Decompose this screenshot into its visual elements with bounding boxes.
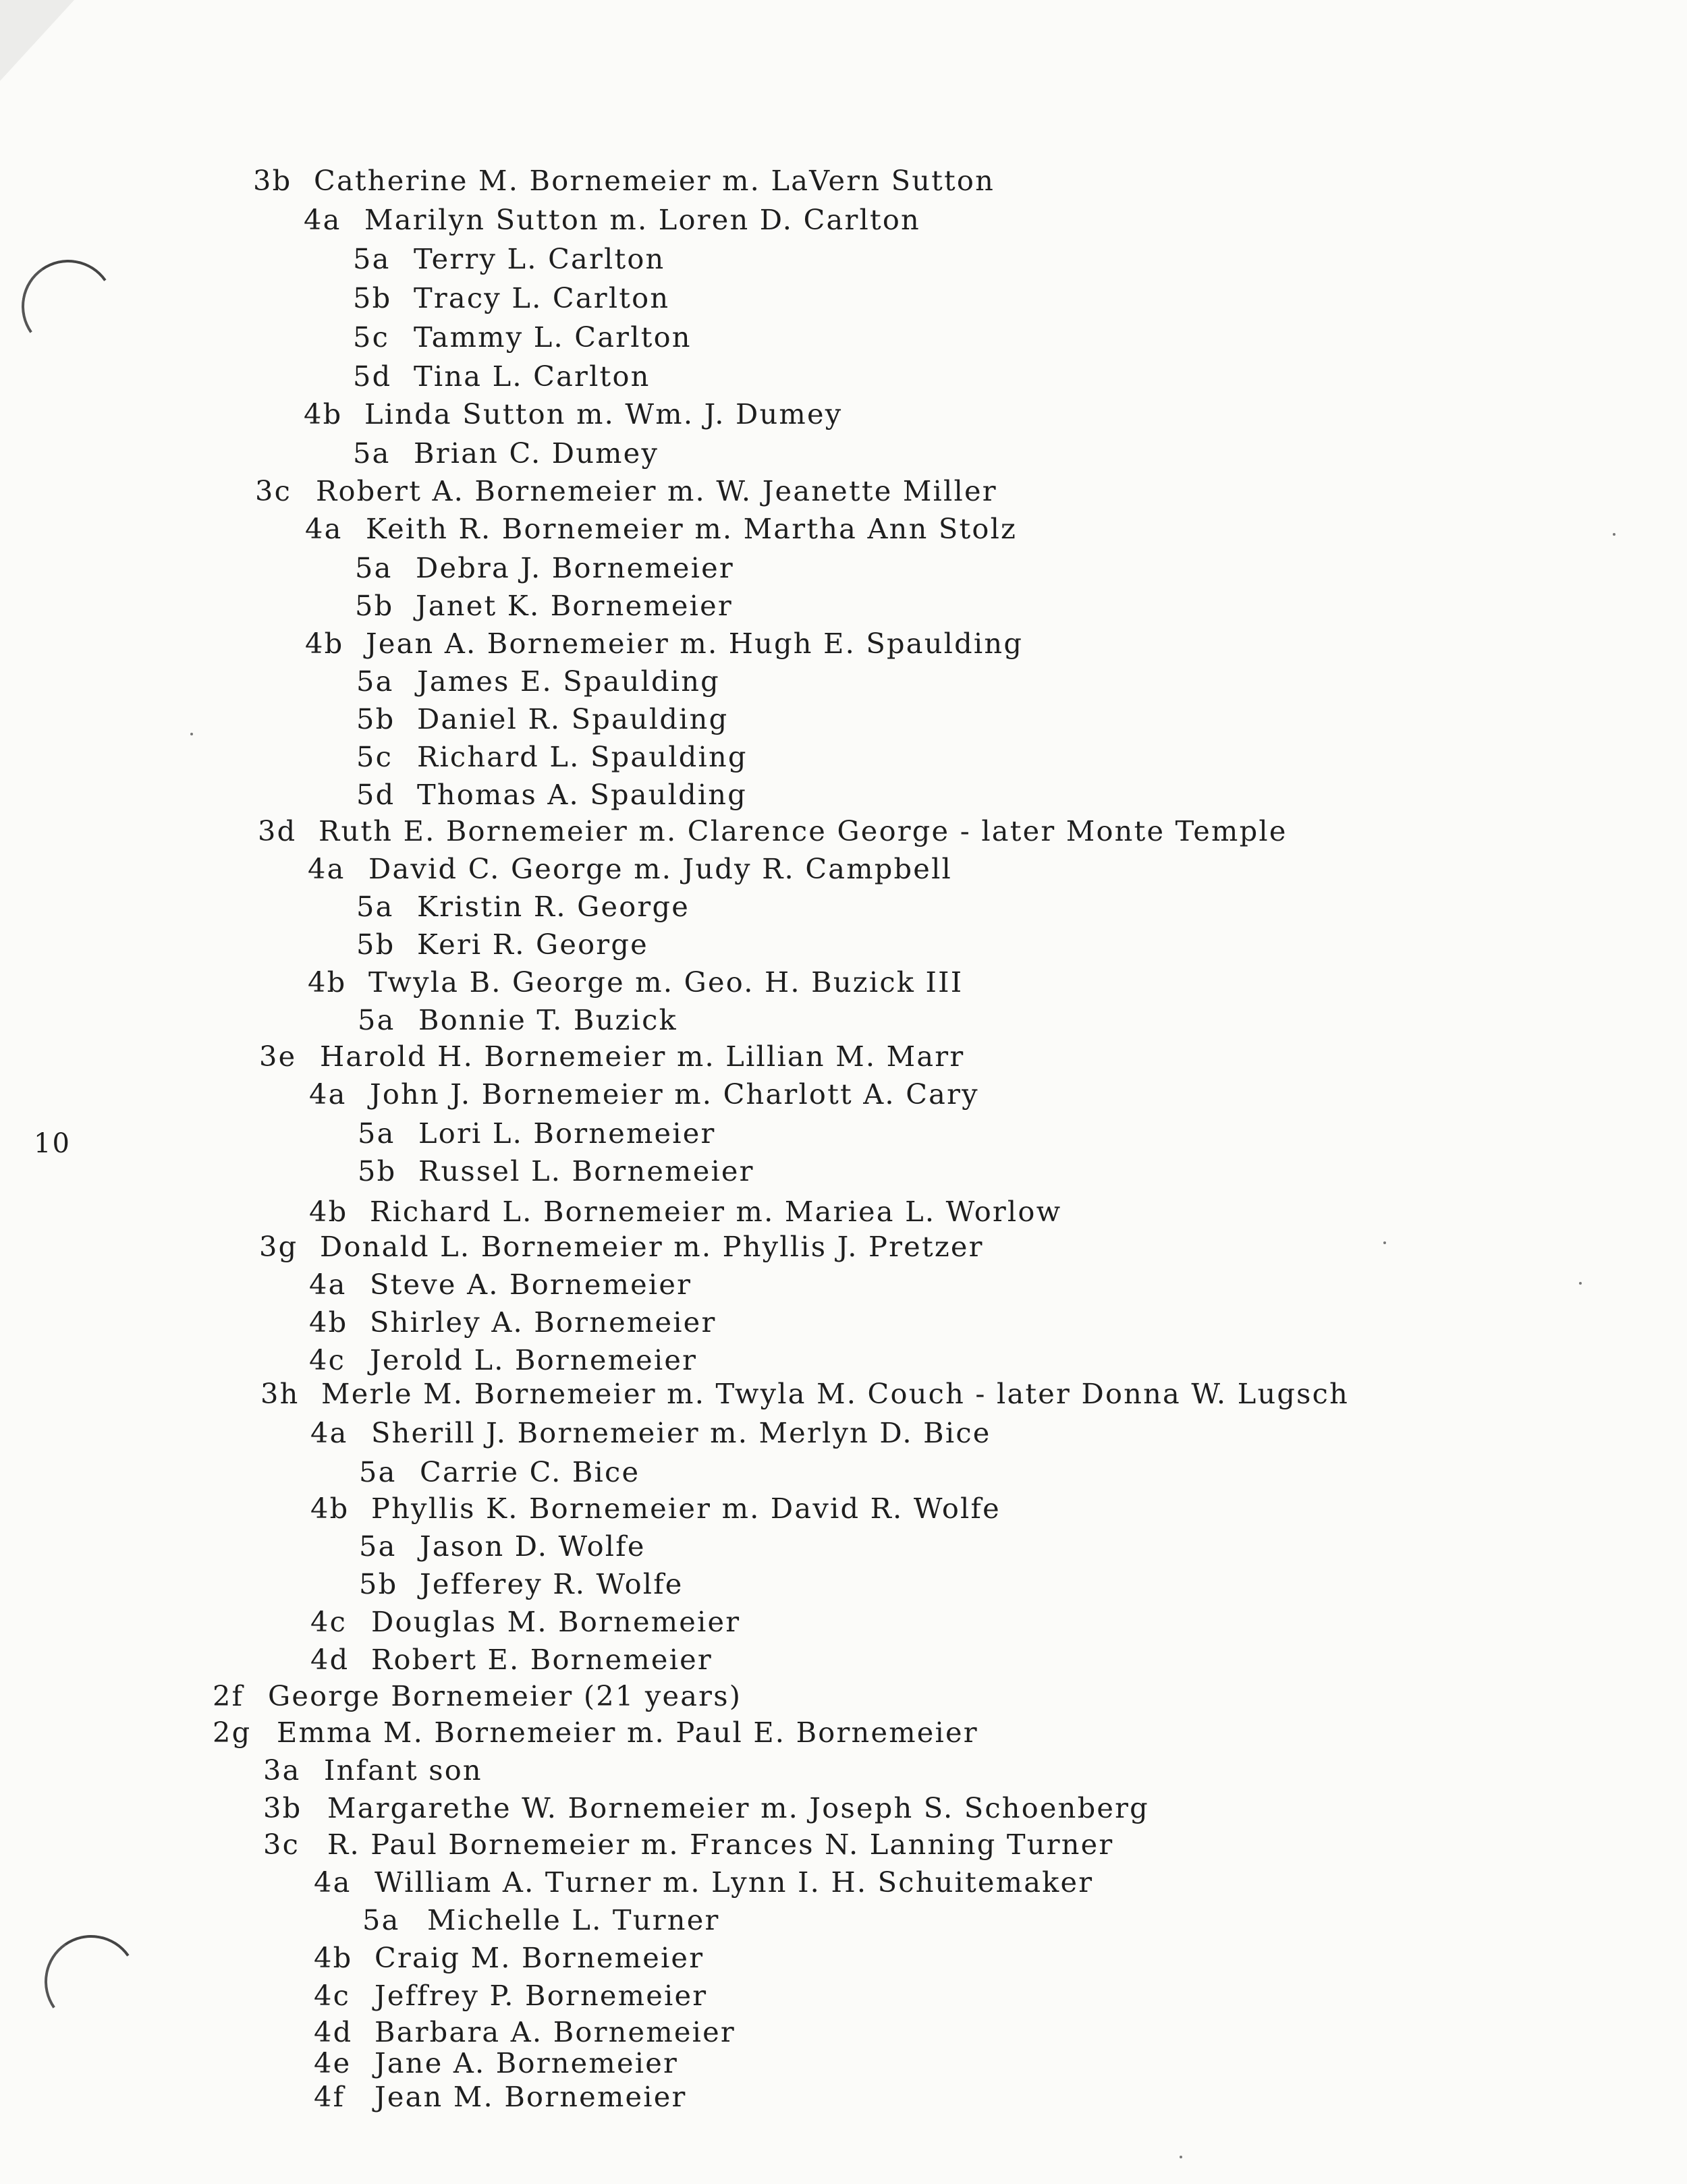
entry-code: 4a xyxy=(308,852,345,885)
entry-text: Steve A. Bornemeier xyxy=(370,1268,692,1301)
genealogy-entry xyxy=(353,320,692,354)
genealogy-entry xyxy=(260,1377,1350,1410)
entry-text: Robert A. Bornemeier m. W. Jeanette Miller xyxy=(316,474,997,507)
entry-text: James E. Spaulding xyxy=(417,665,720,698)
entry-code: 4b xyxy=(314,1941,353,1974)
entry-text: Merle M. Bornemeier m. Twyla M. Couch - later Donna W. Lugsch xyxy=(321,1377,1350,1410)
entry-code: 4b xyxy=(310,1492,350,1525)
page-number: 10 xyxy=(34,1128,71,1159)
entry-text: Shirley A. Bornemeier xyxy=(370,1306,717,1339)
entry-text: Brian C. Dumey xyxy=(414,437,659,470)
entry-text: Terry L. Carlton xyxy=(414,242,665,275)
genealogy-entry xyxy=(304,397,843,430)
entry-text: Tammy L. Carlton xyxy=(414,320,692,354)
entry-code: 4a xyxy=(309,1077,347,1111)
entry-code: 4f xyxy=(314,2080,345,2113)
entry-text: Janet K. Bornemeier xyxy=(416,589,733,622)
genealogy-entry xyxy=(310,1494,1001,1523)
genealogy-entry xyxy=(358,1119,716,1148)
entry-code: 5c xyxy=(353,320,390,354)
genealogy-entry xyxy=(353,242,665,275)
genealogy-entry xyxy=(309,1077,979,1111)
entry-text: Keri R. George xyxy=(417,928,648,961)
entry-code: 5a xyxy=(355,551,393,584)
entry-text: Lori L. Bornemeier xyxy=(418,1117,716,1150)
entry-text: Jeffrey P. Bornemeier xyxy=(375,1979,708,2012)
entry-text: Kristin R. George xyxy=(417,890,690,923)
paper-speck xyxy=(1383,1241,1386,1244)
genealogy-entry xyxy=(359,1567,684,1600)
paper-speck xyxy=(1180,2156,1182,2158)
entry-code: 3e xyxy=(259,1040,297,1073)
entry-text: Ruth E. Bornemeier m. Clarence George - later Monte Temple xyxy=(319,814,1288,847)
entry-code: 5b xyxy=(356,702,395,735)
genealogy-entry xyxy=(309,1308,716,1337)
genealogy-entry xyxy=(359,1455,640,1488)
entry-text: Emma M. Bornemeier m. Paul E. Bornemeier xyxy=(277,1716,978,1749)
entry-text: Michelle L. Turner xyxy=(427,1903,720,1936)
entry-text: Craig M. Bornemeier xyxy=(375,1941,704,1974)
genealogy-entry xyxy=(310,1643,713,1676)
entry-code: 4c xyxy=(309,1343,346,1376)
entry-code: 4b xyxy=(308,965,347,999)
genealogy-entry xyxy=(358,1003,677,1036)
entry-code: 5a xyxy=(356,890,394,923)
entry-code: 5d xyxy=(356,778,395,811)
genealogy-entry xyxy=(359,1532,646,1561)
entry-text: Jean A. Bornemeier m. Hugh E. Spaulding xyxy=(366,627,1024,660)
entry-code: 4a xyxy=(304,203,341,236)
entry-code: 4d xyxy=(314,2015,353,2048)
entry-code: 3a xyxy=(263,1754,301,1787)
genealogy-entry xyxy=(314,2080,687,2113)
entry-code: 5a xyxy=(359,1455,397,1488)
genealogy-entry xyxy=(213,1718,978,1747)
genealogy-entry xyxy=(253,164,995,197)
entry-text: Richard L. Bornemeier m. Mariea L. Worlow xyxy=(370,1195,1062,1228)
genealogy-entry xyxy=(356,740,748,773)
entry-text: Barbara A. Bornemeier xyxy=(375,2015,736,2048)
entry-code: 5a xyxy=(359,1530,397,1563)
entry-code: 4a xyxy=(309,1268,347,1301)
genealogy-entry xyxy=(353,439,659,468)
entry-text: Richard L. Spaulding xyxy=(417,740,748,773)
entry-text: William A. Turner m. Lynn I. H. Schuitemaker xyxy=(375,1866,1094,1899)
genealogy-entry xyxy=(355,589,733,622)
entry-code: 3d xyxy=(258,814,297,847)
entry-text: Jane A. Bornemeier xyxy=(375,2046,679,2079)
entry-code: 4d xyxy=(310,1643,350,1676)
entry-text: Thomas A. Spaulding xyxy=(417,778,747,811)
entry-code: 4a xyxy=(305,512,343,545)
genealogy-entry xyxy=(314,1979,708,2012)
genealogy-entry xyxy=(213,1679,742,1712)
entry-code: 5d xyxy=(353,360,392,393)
entry-code: 5a xyxy=(356,665,394,698)
entry-text: R. Paul Bornemeier m. Frances N. Lanning Turner xyxy=(327,1828,1114,1861)
entry-text: Linda Sutton m. Wm. J. Dumey xyxy=(364,397,843,430)
entry-text: Keith R. Bornemeier m. Martha Ann Stolz xyxy=(366,512,1018,545)
entry-code: 3c xyxy=(255,474,292,507)
entry-code: 5a xyxy=(353,437,391,470)
genealogy-entry xyxy=(356,778,747,811)
genealogy-entry xyxy=(263,1791,1149,1824)
genealogy-entry xyxy=(356,890,690,923)
genealogy-entry xyxy=(308,852,953,885)
genealogy-entry xyxy=(314,2046,679,2079)
genealogy-entry xyxy=(310,1416,991,1449)
entry-code: 4c xyxy=(314,1979,351,2012)
entry-code: 5b xyxy=(358,1154,397,1187)
genealogy-entry xyxy=(314,1868,1093,1897)
entry-code: 4a xyxy=(310,1416,348,1449)
entry-text: John J. Bornemeier m. Charlott A. Cary xyxy=(370,1077,979,1111)
paper-speck xyxy=(190,733,193,735)
entry-text: Margarethe W. Bornemeier m. Joseph S. Schoenberg xyxy=(327,1791,1149,1824)
entry-code: 2f xyxy=(213,1679,244,1712)
entry-code: 3g xyxy=(259,1230,298,1263)
entry-text: David C. George m. Judy R. Campbell xyxy=(368,852,953,885)
genealogy-entry xyxy=(353,362,651,391)
entry-text: Tina L. Carlton xyxy=(414,360,651,393)
genealogy-entry xyxy=(355,551,734,584)
entry-text: Bonnie T. Buzick xyxy=(418,1003,677,1036)
entry-code: 4a xyxy=(314,1866,352,1899)
paper-speck xyxy=(1579,1282,1582,1285)
entry-code: 5b xyxy=(356,928,395,961)
entry-code: 5a xyxy=(358,1117,395,1150)
genealogy-entry xyxy=(356,667,720,696)
entry-text: Twyla B. George m. Geo. H. Buzick III xyxy=(368,965,964,999)
genealogy-entry xyxy=(305,512,1018,545)
entry-text: Douglas M. Bornemeier xyxy=(371,1605,741,1638)
genealogy-entry xyxy=(259,1230,984,1263)
paper-speck xyxy=(1613,533,1615,536)
entry-code: 5a xyxy=(358,1003,395,1036)
genealogy-entry xyxy=(356,930,648,959)
entry-code: 3c xyxy=(263,1828,300,1861)
entry-code: 4b xyxy=(309,1306,348,1339)
entry-code: 3b xyxy=(253,164,292,197)
genealogy-entry xyxy=(356,702,729,735)
genealogy-entry xyxy=(314,1941,704,1974)
entry-code: 5b xyxy=(355,589,394,622)
binder-hole-bottom xyxy=(37,1928,145,2036)
binder-hole-top xyxy=(14,252,122,360)
entry-code: 3b xyxy=(263,1791,302,1824)
entry-text: Phyllis K. Bornemeier m. David R. Wolfe xyxy=(371,1492,1001,1525)
entry-text: Robert E. Bornemeier xyxy=(371,1643,713,1676)
entry-code: 4b xyxy=(304,397,343,430)
genealogy-entry xyxy=(358,1154,754,1187)
genealogy-entry xyxy=(362,1903,720,1936)
genealogy-entry xyxy=(309,1343,698,1376)
entry-text: Sherill J. Bornemeier m. Merlyn D. Bice xyxy=(371,1416,991,1449)
genealogy-entry xyxy=(309,1195,1062,1228)
genealogy-entry xyxy=(263,1830,1113,1859)
genealogy-entry xyxy=(263,1756,482,1785)
entry-text: George Bornemeier (21 years) xyxy=(268,1679,742,1712)
entry-code: 5b xyxy=(353,281,392,314)
genealogy-entry xyxy=(304,203,920,236)
entry-text: Jean M. Bornemeier xyxy=(375,2080,687,2113)
entry-code: 4b xyxy=(305,627,344,660)
entry-code: 3h xyxy=(260,1377,300,1410)
genealogy-entry xyxy=(255,474,997,507)
entry-text: Daniel R. Spaulding xyxy=(417,702,729,735)
genealogy-entry xyxy=(310,1605,741,1638)
entry-code: 2g xyxy=(213,1716,252,1749)
entry-code: 5b xyxy=(359,1567,398,1600)
entry-code: 4b xyxy=(309,1195,348,1228)
entry-text: Catherine M. Bornemeier m. LaVern Sutton xyxy=(314,164,995,197)
entry-text: Tracy L. Carlton xyxy=(414,281,670,314)
page-corner-fold xyxy=(0,0,74,81)
entry-code: 5a xyxy=(353,242,391,275)
entry-text: Marilyn Sutton m. Loren D. Carlton xyxy=(364,203,920,236)
entry-code: 4e xyxy=(314,2046,352,2079)
entry-code: 5a xyxy=(362,1903,400,1936)
entry-text: Russel L. Bornemeier xyxy=(418,1154,754,1187)
entry-code: 5c xyxy=(356,740,393,773)
entry-text: Jason D. Wolfe xyxy=(420,1530,646,1563)
entry-text: Jerold L. Bornemeier xyxy=(370,1343,698,1376)
entry-text: Infant son xyxy=(324,1754,482,1787)
entry-text: Carrie C. Bice xyxy=(420,1455,640,1488)
entry-text: Donald L. Bornemeier m. Phyllis J. Pretzer xyxy=(320,1230,984,1263)
genealogy-entry xyxy=(259,1042,964,1071)
genealogy-entry xyxy=(305,629,1023,658)
entry-text: Debra J. Bornemeier xyxy=(416,551,734,584)
genealogy-entry xyxy=(353,281,670,314)
entry-text: Harold H. Bornemeier m. Lillian M. Marr xyxy=(320,1040,965,1073)
entry-code: 4c xyxy=(310,1605,348,1638)
genealogy-entry xyxy=(314,2015,736,2048)
genealogy-entry xyxy=(308,965,964,999)
genealogy-entry xyxy=(309,1270,692,1299)
entry-text: Jefferey R. Wolfe xyxy=(420,1567,684,1600)
genealogy-entry xyxy=(258,814,1288,847)
